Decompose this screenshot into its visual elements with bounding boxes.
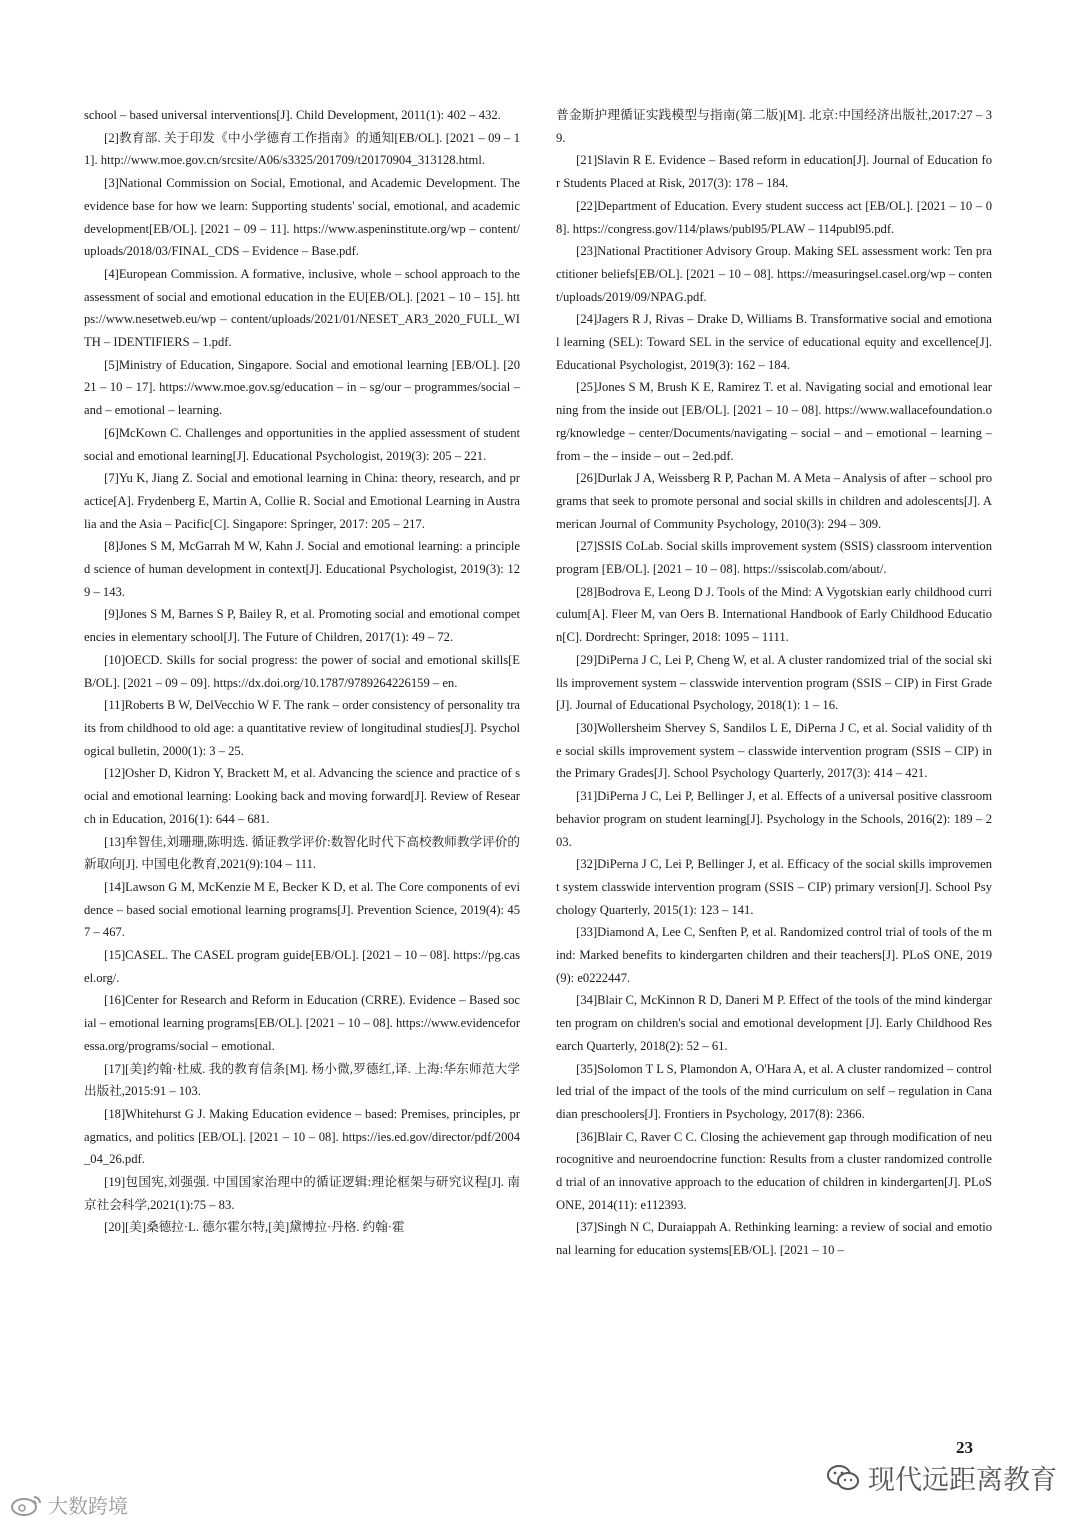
reference-entry: [7]Yu K, Jiang Z. Social and emotional learning in China: theory, research, and practice[A]. Frydenberg E, Martin A, Collie R. Social and Emotional Learning in Australia and the Asia – Pacific[C]. Singapore: Springer, 2017: 205 – 217. (84, 471, 520, 531)
reference-entry: [35]Solomon T L S, Plamondon A, O'Hara A, et al. A cluster randomized – controlled trial of the impact of the tools of the mind curriculum on self – regulation in Canadian preschoolers[J]. Frontiers in Psychology, 2017(8): 2366. (556, 1061, 992, 1121)
reference-entry: [11]Roberts B W, DelVecchio W F. The rank – order consistency of personality traits from childhood to old age: a quantitative review of longitudinal studies[J]. Psychological bulletin, 2000(1): 3 – 25. (84, 698, 520, 758)
reference-entry: [20][美]桑德拉·L. 德尔霍尔特,[美]黛博拉·丹格. 约翰·霍 (104, 1220, 405, 1235)
reference-entry: [15]CASEL. The CASEL program guide[EB/OL]. [2021 – 10 – 08]. https://pg.casel.org/. (84, 948, 520, 985)
reference-entry: [3]National Commission on Social, Emotional, and Academic Development. The evidence base for how we learn: Supporting students' social, emotional, and academic development[EB/OL]. [2021 – 09 – 11]. https://www.aspeninstitute.org/wp – content/uploads/2018/03/FINAL_CDS – Evidence – Base.pdf. (84, 176, 520, 259)
reference-entry: [17][美]约翰·杜威. 我的教育信条[M]. 杨小微,罗德红,译. 上海:华东师范大学出版社,2015:91 – 103. (84, 1061, 520, 1099)
references-right-column (556, 104, 992, 1262)
reference-entry: [33]Diamond A, Lee C, Senften P, et al. Randomized control trial of tools of the mind: Marked benefits to kindergarten children and their teachers[J]. PLoS ONE, 2019(9): e0222447. (556, 925, 993, 985)
reference-entry: [21]Slavin R E. Evidence – Based reform in education[J]. Journal of Education for Students Placed at Risk, 2017(3): 178 – 184. (556, 153, 992, 191)
reference-entry: school – based universal interventions[J]. Child Development, 2011(1): 402 – 432. (84, 108, 501, 122)
reference-entry: [29]DiPerna J C, Lei P, Cheng W, et al. A cluster randomized trial of the social skills improvement system – classwide intervention program (SSIS – CIP) in First Grade[J]. Journal of Educational Psychology, 2018(1): 1 – 16. (556, 652, 992, 713)
weibo-watermark (10, 1490, 128, 1519)
reference-entry: [9]Jones S M, Barnes S P, Bailey R, et al. Promoting social and emotional competencies in elementary school[J]. The Future of Children, 2017(1): 49 – 72. (84, 607, 520, 645)
reference-entry: [10]OECD. Skills for social progress: the power of social and emotional skills[EB/OL]. [2021 – 09 – 09]. https://dx.doi.org/10.1787/9789264226159 – en. (84, 652, 520, 690)
references-left-column (84, 104, 520, 1239)
reference-entry: [16]Center for Research and Reform in Education (CRRE). Evidence – Based social – emotional learning programs[EB/OL]. [2021 – 10 – 08]. https://www.evidenceforessa.org/programs/social – emotional. (84, 993, 521, 1053)
weibo-watermark-text: 大数跨境 (48, 1494, 128, 1518)
reference-entry: [4]European Commission. A formative, inclusive, whole – school approach to the assessment of social and emotional education in the EU[EB/OL]. [2021 – 10 – 15]. https://www.nesetweb.eu/wp – content/uploads/2021/01/NESET_AR3_2020_FULL_WITH – IDENTIFIERS – 1.pdf. (84, 266, 520, 350)
reference-entry: [23]National Practitioner Advisory Group. Making SEL assessment work: Ten practitioner beliefs[EB/OL]. [2021 – 10 – 08]. https://measuringsel.casel.org/wp – content/uploads/2019/09/NPAG.pdf. (556, 244, 992, 304)
reference-entry: [5]Ministry of Education, Singapore. Social and emotional learning [EB/OL]. [2021 – 10 – 17]. https://www.moe.gov.sg/education – in – sg/our – programmes/social – and – emotional – learning. (84, 357, 520, 418)
reference-entry: [32]DiPerna J C, Lei P, Bellinger J, et al. Efficacy of the social skills improvement system classwide intervention program (SSIS – CIP) primary version[J]. School Psychology Quarterly, 2015(1): 123 – 141. (556, 857, 992, 917)
reference-entry: [2]教育部. 关于印发《中小学德育工作指南》的通知[EB/OL]. [2021 – 09 – 11]. http://www.moe.gov.cn/srcsite/A06/s3325/201709/t20170904_313128.html. (84, 130, 520, 168)
reference-entry: [30]Wollersheim Shervey S, Sandilos L E, DiPerna J C, et al. Social validity of the social skills improvement system – classwide intervention program (SSIS – CIP) in the Primary Grades[J]. School Psychology Quarterly, 2017(3): 414 – 421. (556, 720, 992, 781)
reference-entry: [36]Blair C, Raver C C. Closing the achievement gap through modification of neurocognitive and neuroendocrine function: Results from a cluster randomized controlled trial of an innovative approach to the education of children in kindergarten[J]. PLoS ONE, 2014(11): e112393. (556, 1129, 992, 1212)
reference-entry: [18]Whitehurst G J. Making Education evidence – based: Premises, principles, pragmatics, and politics [EB/OL]. [2021 – 10 – 08]. https://ies.ed.gov/director/pdf/2004_04_26.pdf. (84, 1106, 520, 1167)
reference-entry: [22]Department of Education. Every student success act [EB/OL]. [2021 – 10 – 08]. https://congress.gov/114/plaws/publ95/PLAW – 114publ95.pdf. (556, 198, 992, 236)
reference-entry: [34]Blair C, McKinnon R D, Daneri M P. Effect of the tools of the mind kindergarten program on children's social and emotional development [J]. Early Childhood Research Quarterly, 2018(2): 52 – 61. (556, 993, 992, 1053)
page-number: 23 (956, 1438, 973, 1457)
reference-entry: [28]Bodrova E, Leong D J. Tools of the Mind: A Vygotskian early childhood curriculum[A]. Fleer M, van Oers B. International Handbook of Early Childhood Education[C]. Dordrecht: Springer, 2018: 1095 – 1111. (556, 584, 992, 645)
reference-entry: [24]Jagers R J, Rivas – Drake D, Williams B. Transformative social and emotional learning (SEL): Toward SEL in the service of educational equity and excellence[J]. Educational Psychologist, 2019(3): 162 – 184. (556, 312, 992, 372)
reference-entry: [31]DiPerna J C, Lei P, Bellinger J, et al. Effects of a universal positive classroom behavior program on student learning[J]. Psychology in the Schools, 2016(2): 189 – 203. (556, 789, 992, 849)
reference-entry: [13]牟智佳,刘珊珊,陈明选. 循证教学评价:数智化时代下高校教师教学评价的新取向[J]. 中国电化教育,2021(9):104 – 111. (84, 834, 520, 872)
reference-entry: [19]包国宪,刘强强. 中国国家治理中的循证逻辑:理论框架与研究议程[J]. 南京社会科学,2021(1):75 – 83. (84, 1175, 520, 1212)
reference-entry: 普金斯护理循证实践模型与指南(第二版)[M]. 北京:中国经济出版社,2017:27 – 39. (556, 108, 992, 145)
wechat-watermark-text: 现代远距离教育 (868, 1465, 1057, 1496)
reference-entry: [26]Durlak J A, Weissberg R P, Pachan M. A Meta – Analysis of after – school programs that seek to promote personal and social skills in children and adolescents[J]. American Journal of Community Psychology, 2010(3): 294 – 309. (556, 471, 992, 531)
weibo-icon (10, 1493, 44, 1517)
reference-entry: [14]Lawson G M, McKenzie M E, Becker K D, et al. The Core components of evidence – based social emotional learning programs[J]. Prevention Science, 2019(4): 457 – 467. (84, 879, 520, 940)
reference-entry: [12]Osher D, Kidron Y, Brackett M, et al. Advancing the science and practice of social and emotional learning: Looking back and moving forward[J]. Review of Research in Education, 2016(1): 644 – 681. (84, 766, 520, 826)
reference-entry: [6]McKown C. Challenges and opportunities in the applied assessment of student social and emotional learning[J]. Educational Psychologist, 2019(3): 205 – 221. (84, 425, 520, 463)
reference-entry: [27]SSIS CoLab. Social skills improvement system (SSIS) classroom intervention program [EB/OL]. [2021 – 10 – 08]. https://ssiscolab.com/about/. (556, 539, 992, 577)
wechat-watermark (826, 1458, 1057, 1497)
wechat-icon (826, 1464, 860, 1492)
reference-entry: [25]Jones S M, Brush K E, Ramirez T. et al. Navigating social and emotional learning from the inside out [EB/OL]. [2021 – 10 – 08]. https://www.wallacefoundation.org/knowledge – center/Documents/navigating – social – and – emotional – learning – from – the – inside – out – 2ed.pdf. (556, 380, 992, 463)
reference-entry: [8]Jones S M, McGarrah M W, Kahn J. Social and emotional learning: a principled science of human development in context[J]. Educational Psychologist, 2019(3): 129 – 143. (84, 539, 520, 599)
reference-entry: [37]Singh N C, Duraiappah A. Rethinking learning: a review of social and emotional learning for education systems[EB/OL]. [2021 – 10 – (556, 1220, 992, 1258)
